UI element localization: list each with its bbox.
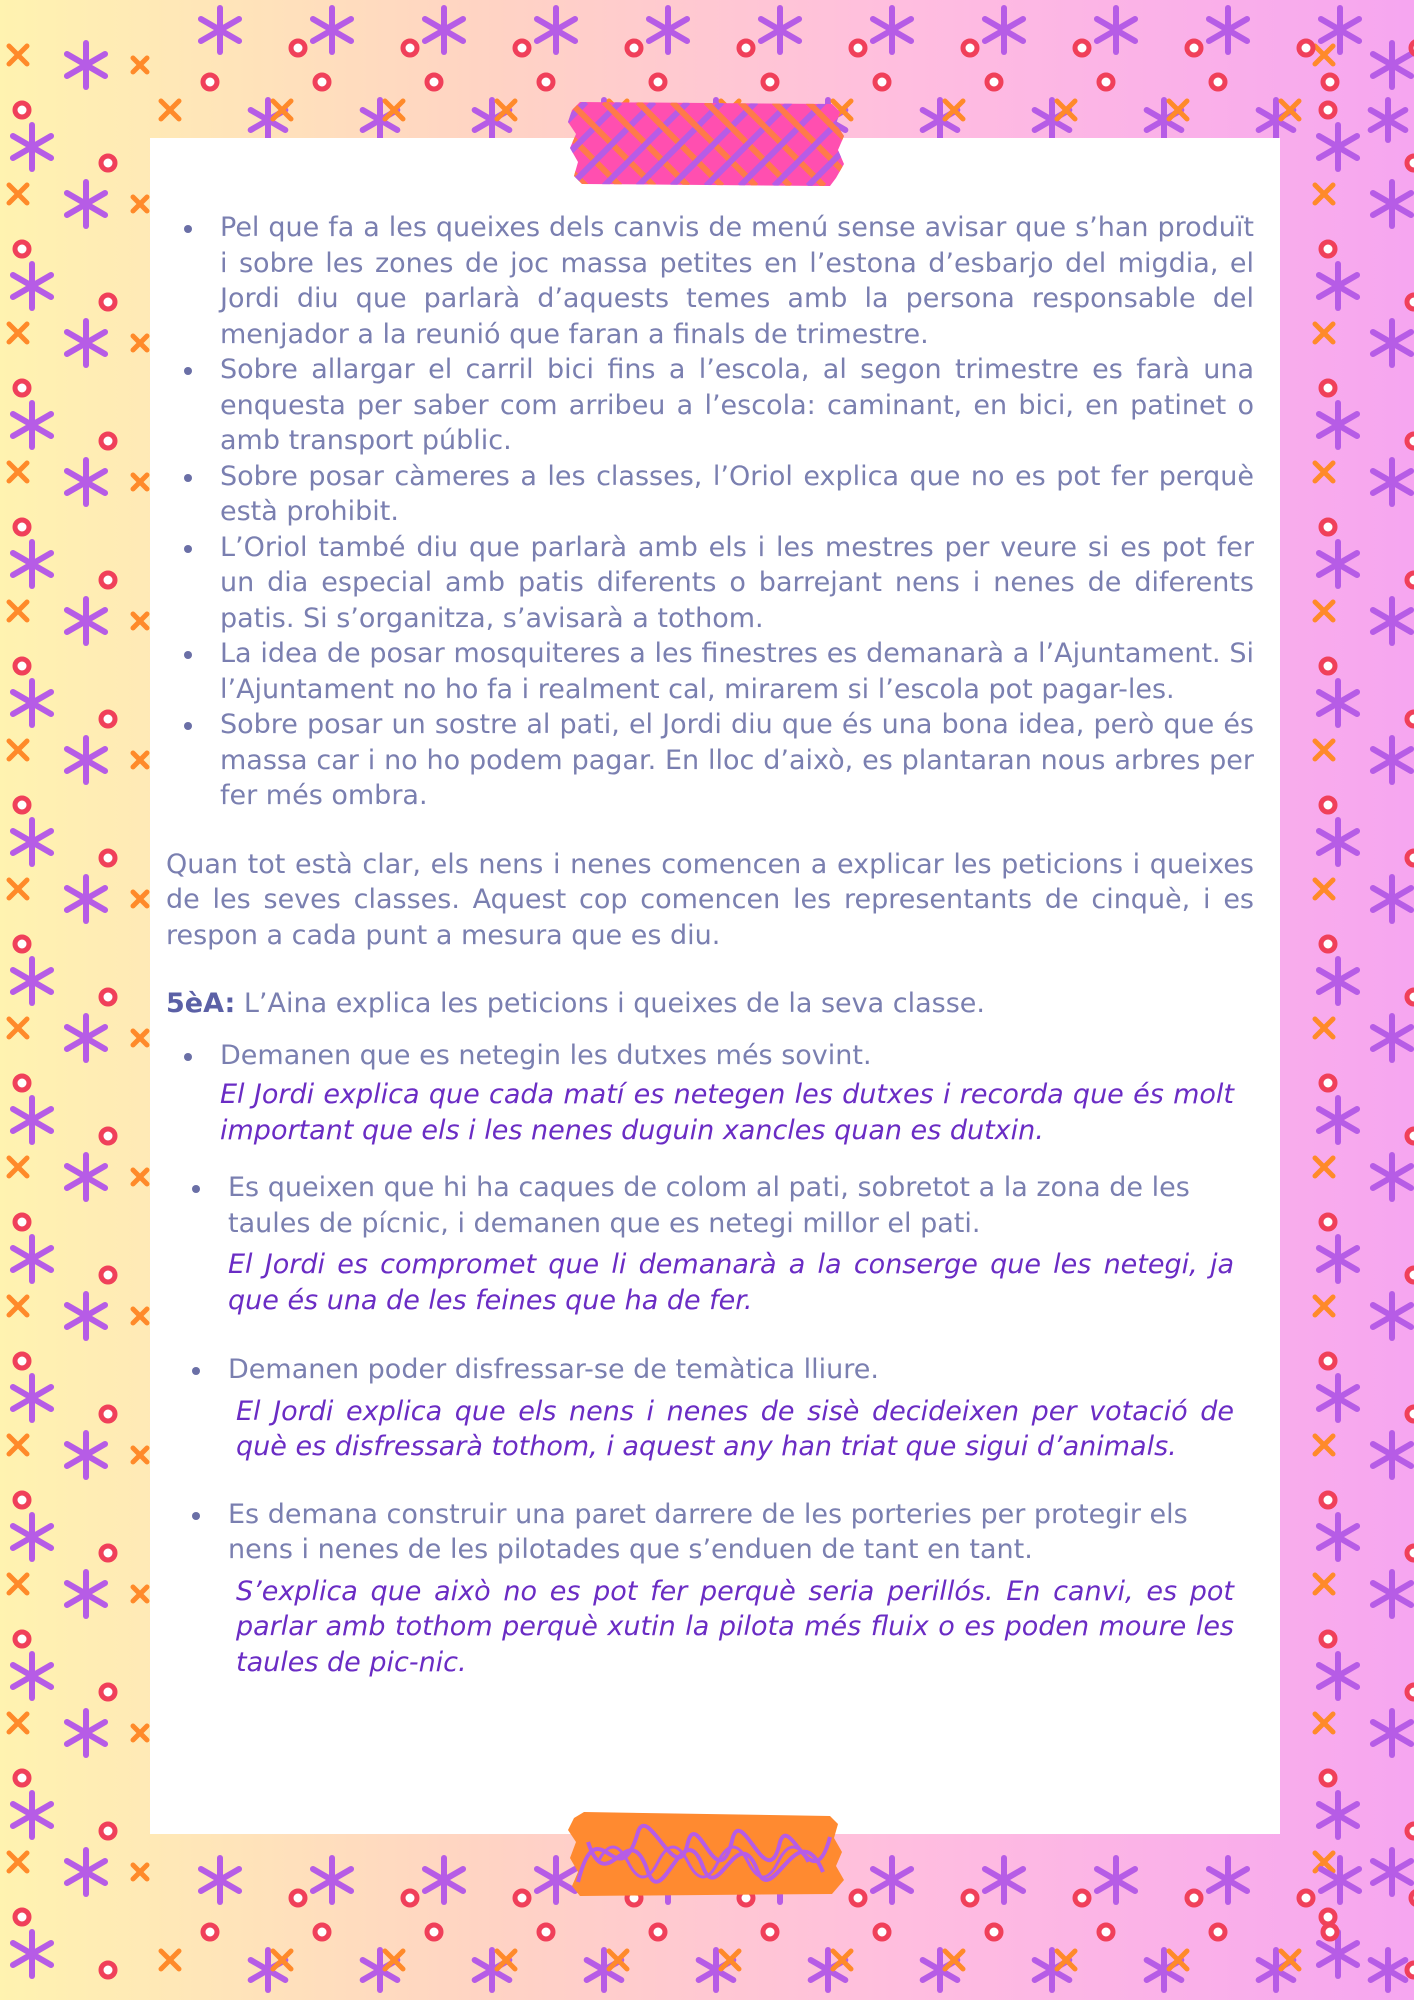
ring-shape bbox=[515, 41, 529, 55]
ring-shape bbox=[15, 242, 29, 256]
asterisk-shape bbox=[1319, 125, 1357, 169]
ring-shape bbox=[1407, 1685, 1414, 1699]
asterisk-shape bbox=[67, 1572, 105, 1616]
cross-shape bbox=[9, 185, 27, 203]
asterisk-shape bbox=[1373, 1294, 1411, 1338]
ring-shape bbox=[1321, 1771, 1335, 1785]
asterisk-shape bbox=[873, 8, 911, 52]
ring-shape bbox=[1299, 1891, 1313, 1905]
cross-shape bbox=[133, 336, 147, 350]
ring-shape bbox=[15, 381, 29, 395]
asterisk-shape bbox=[67, 1711, 105, 1755]
decisions-list bbox=[166, 210, 1254, 814]
asterisk-shape bbox=[13, 1515, 51, 1559]
cross-shape bbox=[9, 1853, 27, 1871]
cross-shape bbox=[9, 1575, 27, 1593]
asterisk-shape bbox=[13, 125, 51, 169]
asterisk-shape bbox=[13, 264, 51, 308]
ring-shape bbox=[875, 1925, 889, 1939]
asterisk-shape bbox=[1319, 1654, 1357, 1698]
asterisk-shape bbox=[67, 1016, 105, 1060]
cross-shape bbox=[133, 1865, 147, 1879]
asterisk-shape bbox=[1373, 1433, 1411, 1477]
asterisk-shape bbox=[13, 1237, 51, 1281]
ring-shape bbox=[101, 434, 115, 448]
cross-shape bbox=[9, 1019, 27, 1037]
ring-shape bbox=[1321, 659, 1335, 673]
asterisk-shape bbox=[13, 1654, 51, 1698]
ring-shape bbox=[651, 75, 665, 89]
asterisk-shape bbox=[1319, 264, 1357, 308]
ring-shape bbox=[101, 1824, 115, 1838]
asterisk-shape bbox=[201, 8, 239, 52]
asterisk-shape bbox=[1373, 1155, 1411, 1199]
ring-shape bbox=[1211, 75, 1225, 89]
asterisk-shape bbox=[1319, 959, 1357, 1003]
ring-shape bbox=[1407, 156, 1414, 170]
cross-shape bbox=[133, 1726, 147, 1740]
asterisk-shape bbox=[1321, 8, 1359, 52]
cross-shape bbox=[9, 1714, 27, 1732]
ring-shape bbox=[1299, 41, 1313, 55]
ring-shape bbox=[101, 1129, 115, 1143]
ring-shape bbox=[627, 41, 641, 55]
asterisk-shape bbox=[1319, 820, 1357, 864]
ring-shape bbox=[15, 1215, 29, 1229]
request-answer: El Jordi explica que cada matí es netegen les dutxes i recorda que és molt important que els i les nenes duguin xancles quan es dutxin. bbox=[220, 1079, 1234, 1146]
ring-shape bbox=[1321, 798, 1335, 812]
cross-shape bbox=[161, 1951, 179, 1969]
asterisk-shape bbox=[13, 1793, 51, 1837]
ring-shape bbox=[1321, 242, 1335, 256]
ring-shape bbox=[1407, 851, 1414, 865]
request-item bbox=[166, 1497, 1234, 1681]
cross-shape bbox=[9, 1158, 27, 1176]
asterisk-shape bbox=[1319, 542, 1357, 586]
asterisk-shape bbox=[13, 1376, 51, 1420]
asterisk-shape bbox=[1319, 1237, 1357, 1281]
asterisk-shape bbox=[67, 1294, 105, 1338]
ring-shape bbox=[15, 1493, 29, 1507]
ring-shape bbox=[1407, 712, 1414, 726]
ring-shape bbox=[427, 75, 441, 89]
asterisk-shape bbox=[1373, 1711, 1411, 1755]
ring-shape bbox=[1187, 41, 1201, 55]
ring-shape bbox=[101, 712, 115, 726]
cross-shape bbox=[1315, 1158, 1333, 1176]
ring-shape bbox=[101, 1546, 115, 1560]
washi-tape-bottom bbox=[568, 1812, 844, 1896]
ring-shape bbox=[1321, 103, 1335, 117]
cross-shape bbox=[9, 880, 27, 898]
ring-shape bbox=[15, 937, 29, 951]
ring-shape bbox=[987, 1925, 1001, 1939]
asterisk-shape bbox=[67, 182, 105, 226]
request-question: Es queixen que hi ha caques de colom al pati, sobretot a la zona de les taules de pícnic, i demanen que es netegi millor el pati. bbox=[228, 1172, 1190, 1239]
ring-shape bbox=[203, 1925, 217, 1939]
asterisk-shape bbox=[201, 1858, 239, 1902]
asterisk-shape bbox=[67, 1850, 105, 1894]
ring-shape bbox=[101, 1407, 115, 1421]
asterisk-shape bbox=[1097, 1858, 1135, 1902]
requests-list bbox=[166, 1038, 1254, 1681]
ring-shape bbox=[1407, 1963, 1414, 1977]
ring-shape bbox=[1321, 1076, 1335, 1090]
request-question: Demanen poder disfressar-se de temàtica lliure. bbox=[228, 1354, 879, 1385]
ring-shape bbox=[515, 1891, 529, 1905]
ring-shape bbox=[315, 75, 329, 89]
ring-shape bbox=[1187, 1891, 1201, 1905]
asterisk-shape bbox=[1373, 321, 1411, 365]
ring-shape bbox=[1321, 1354, 1335, 1368]
ring-shape bbox=[539, 1925, 553, 1939]
ring-shape bbox=[101, 295, 115, 309]
cross-shape bbox=[133, 1587, 147, 1601]
cross-shape bbox=[133, 1031, 147, 1045]
cross-shape bbox=[9, 324, 27, 342]
asterisk-shape bbox=[537, 8, 575, 52]
ring-shape bbox=[1321, 1215, 1335, 1229]
cross-shape bbox=[9, 463, 27, 481]
ring-shape bbox=[101, 573, 115, 587]
cross-shape bbox=[133, 753, 147, 767]
ring-shape bbox=[1323, 1925, 1337, 1939]
ring-shape bbox=[101, 1268, 115, 1282]
asterisk-shape bbox=[1373, 599, 1411, 643]
cross-shape bbox=[1315, 324, 1333, 342]
ring-shape bbox=[15, 798, 29, 812]
cross-shape bbox=[133, 197, 147, 211]
intro-paragraph: Quan tot està clar, els nens i nenes comencen a explicar les peticions i queixes de les seves classes. Aquest cop comencen les representants de cinquè, i es respon a cada punt a mesura que es diu. bbox=[166, 848, 1254, 951]
cross-shape bbox=[1315, 602, 1333, 620]
ring-shape bbox=[15, 103, 29, 117]
asterisk-shape bbox=[1373, 738, 1411, 782]
cross-shape bbox=[9, 602, 27, 620]
cross-shape bbox=[1315, 1575, 1333, 1593]
asterisk-shape bbox=[1319, 1098, 1357, 1142]
asterisk-shape bbox=[67, 877, 105, 921]
ring-shape bbox=[763, 1925, 777, 1939]
ring-shape bbox=[1211, 1925, 1225, 1939]
asterisk-shape bbox=[1371, 1950, 1406, 1990]
asterisk-shape bbox=[13, 681, 51, 725]
asterisk-shape bbox=[1371, 100, 1406, 140]
cross-shape bbox=[9, 1436, 27, 1454]
ring-shape bbox=[1323, 75, 1337, 89]
asterisk-shape bbox=[1097, 8, 1135, 52]
request-item bbox=[166, 1038, 1234, 1149]
cross-shape bbox=[9, 46, 27, 64]
asterisk-shape bbox=[761, 8, 799, 52]
ring-shape bbox=[1321, 520, 1335, 534]
section-heading bbox=[166, 986, 1254, 1022]
ring-shape bbox=[1407, 1546, 1414, 1560]
ring-shape bbox=[1407, 295, 1414, 309]
ring-shape bbox=[1099, 1925, 1113, 1939]
asterisk-shape bbox=[1319, 681, 1357, 725]
ring-shape bbox=[1407, 1824, 1414, 1838]
cross-shape bbox=[1315, 46, 1333, 64]
ring-shape bbox=[101, 1685, 115, 1699]
ring-shape bbox=[15, 1910, 29, 1924]
request-answer: S’explica que això no es pot fer perquè seria perillós. En canvi, es pot parlar amb tothom perquè xutin la pilota més fluix o es poden moure les taules de pic-nic. bbox=[236, 1575, 1234, 1678]
cross-shape bbox=[1315, 1019, 1333, 1037]
asterisk-shape bbox=[1373, 1850, 1411, 1894]
asterisk-shape bbox=[873, 1858, 911, 1902]
section-label: 5èA: bbox=[166, 988, 236, 1019]
asterisk-shape bbox=[985, 1858, 1023, 1902]
request-answer: El Jordi es compromet que li demanarà a la conserge que les netegi, ja que és una de les feines que ha de fer. bbox=[228, 1249, 1234, 1316]
cross-shape bbox=[133, 475, 147, 489]
asterisk-shape bbox=[67, 1155, 105, 1199]
asterisk-shape bbox=[13, 1098, 51, 1142]
ring-shape bbox=[963, 1891, 977, 1905]
ring-shape bbox=[651, 1925, 665, 1939]
cross-shape bbox=[1315, 1714, 1333, 1732]
asterisk-shape bbox=[1373, 460, 1411, 504]
asterisk-shape bbox=[1373, 43, 1411, 87]
ring-shape bbox=[963, 41, 977, 55]
cross-shape bbox=[1315, 1297, 1333, 1315]
asterisk-shape bbox=[1319, 403, 1357, 447]
ring-shape bbox=[1321, 937, 1335, 951]
ring-shape bbox=[315, 1925, 329, 1939]
document-content bbox=[166, 210, 1254, 1702]
asterisk-shape bbox=[67, 599, 105, 643]
cross-shape bbox=[1315, 185, 1333, 203]
ring-shape bbox=[101, 990, 115, 1004]
ring-shape bbox=[427, 1925, 441, 1939]
request-question: Demanen que es netegin les dutxes més sovint. bbox=[220, 1039, 872, 1071]
cross-shape bbox=[133, 614, 147, 628]
cross-shape bbox=[133, 892, 147, 906]
cross-shape bbox=[133, 1448, 147, 1462]
asterisk-shape bbox=[13, 820, 51, 864]
ring-shape bbox=[1407, 434, 1414, 448]
ring-shape bbox=[15, 520, 29, 534]
asterisk-shape bbox=[67, 43, 105, 87]
ring-shape bbox=[15, 1632, 29, 1646]
asterisk-shape bbox=[1373, 877, 1411, 921]
asterisk-shape bbox=[313, 1858, 351, 1902]
cross-shape bbox=[1315, 741, 1333, 759]
ring-shape bbox=[1099, 75, 1113, 89]
cross-shape bbox=[9, 741, 27, 759]
ring-shape bbox=[1075, 1891, 1089, 1905]
asterisk-shape bbox=[13, 1932, 51, 1976]
asterisk-shape bbox=[1209, 1858, 1247, 1902]
list-item: La idea de posar mosquiteres a les finestres es demanarà a l’Ajuntament. Si l’Ajuntament no ho fa i realment cal, mirarem si l’escola pot pagar-les. bbox=[166, 636, 1254, 707]
ring-shape bbox=[875, 75, 889, 89]
cross-shape bbox=[133, 1309, 147, 1323]
ring-shape bbox=[1407, 1407, 1414, 1421]
request-question: Es demana construir una paret darrere de les porteries per protegir els nens i nenes de les pilotades que s’enduen de tant en tant. bbox=[228, 1498, 1188, 1565]
cross-shape bbox=[1315, 463, 1333, 481]
ring-shape bbox=[101, 1963, 115, 1977]
cross-shape bbox=[133, 1170, 147, 1184]
ring-shape bbox=[1321, 1910, 1335, 1924]
list-item: L’Oriol també diu que parlarà amb els i les mestres per veure si es pot fer un dia especial amb patis diferents o barrejant nens i nenes de diferents patis. Si s’organitza, s’avisarà a tothom. bbox=[166, 530, 1254, 637]
request-answer: El Jordi explica que els nens i nenes de sisè decideixen per votació de què es disfressarà tothom, i aquest any han triat que sigui d’animals. bbox=[236, 1395, 1234, 1462]
asterisk-shape bbox=[425, 1858, 463, 1902]
asterisk-shape bbox=[1319, 1793, 1357, 1837]
ring-shape bbox=[291, 1891, 305, 1905]
ring-shape bbox=[851, 41, 865, 55]
section-text: L’Aina explica les peticions i queixes de la seva classe. bbox=[235, 988, 985, 1019]
asterisk-shape bbox=[649, 8, 687, 52]
request-item bbox=[166, 1352, 1234, 1465]
list-item: Pel que fa a les queixes dels canvis de menú sense avisar que s’han produït i sobre les zones de joc massa petites en l’estona d’esbarjo del migdia, el Jordi diu que parlarà d’aquests temes amb la persona responsable del menjador a la reunió que faran a finals de trimestre. bbox=[166, 210, 1254, 352]
cross-shape bbox=[1315, 880, 1333, 898]
ring-shape bbox=[101, 156, 115, 170]
asterisk-shape bbox=[13, 959, 51, 1003]
asterisk-shape bbox=[313, 8, 351, 52]
list-item: Sobre posar un sostre al pati, el Jordi diu que és una bona idea, però que és massa car i no ho podem pagar. En lloc d’això, es plantaran nous arbres per fer més ombra. bbox=[166, 707, 1254, 814]
ring-shape bbox=[15, 1771, 29, 1785]
asterisk-shape bbox=[67, 460, 105, 504]
asterisk-shape bbox=[67, 738, 105, 782]
asterisk-shape bbox=[1319, 1376, 1357, 1420]
ring-shape bbox=[1407, 1268, 1414, 1282]
asterisk-shape bbox=[985, 8, 1023, 52]
asterisk-shape bbox=[13, 403, 51, 447]
ring-shape bbox=[291, 41, 305, 55]
ring-shape bbox=[1321, 381, 1335, 395]
asterisk-shape bbox=[67, 1433, 105, 1477]
cross-shape bbox=[161, 101, 179, 119]
ring-shape bbox=[15, 1076, 29, 1090]
request-item bbox=[166, 1170, 1234, 1318]
cross-shape bbox=[1315, 1436, 1333, 1454]
asterisk-shape bbox=[1373, 1016, 1411, 1060]
ring-shape bbox=[1321, 1493, 1335, 1507]
ring-shape bbox=[763, 75, 777, 89]
asterisk-shape bbox=[1373, 1572, 1411, 1616]
ring-shape bbox=[403, 1891, 417, 1905]
ring-shape bbox=[851, 1891, 865, 1905]
ring-shape bbox=[739, 41, 753, 55]
asterisk-shape bbox=[1209, 8, 1247, 52]
ring-shape bbox=[101, 851, 115, 865]
list-item: Sobre allargar el carril bici fins a l’escola, al segon trimestre es farà una enquesta per saber com arribeu a l’escola: caminant, en bici, en patinet o amb transport públic. bbox=[166, 352, 1254, 459]
asterisk-shape bbox=[13, 542, 51, 586]
ring-shape bbox=[539, 75, 553, 89]
ring-shape bbox=[1407, 573, 1414, 587]
ring-shape bbox=[15, 1354, 29, 1368]
asterisk-shape bbox=[1373, 182, 1411, 226]
ring-shape bbox=[987, 75, 1001, 89]
asterisk-shape bbox=[1319, 1515, 1357, 1559]
washi-tape-top bbox=[568, 102, 844, 186]
ring-shape bbox=[1407, 1129, 1414, 1143]
list-item: Sobre posar càmeres a les classes, l’Oriol explica que no es pot fer perquè està prohibit. bbox=[166, 459, 1254, 530]
ring-shape bbox=[403, 41, 417, 55]
cross-shape bbox=[133, 58, 147, 72]
ring-shape bbox=[1075, 41, 1089, 55]
cross-shape bbox=[9, 1297, 27, 1315]
ring-shape bbox=[15, 659, 29, 673]
asterisk-shape bbox=[425, 8, 463, 52]
ring-shape bbox=[203, 75, 217, 89]
asterisk-shape bbox=[67, 321, 105, 365]
ring-shape bbox=[1321, 1632, 1335, 1646]
ring-shape bbox=[1407, 990, 1414, 1004]
